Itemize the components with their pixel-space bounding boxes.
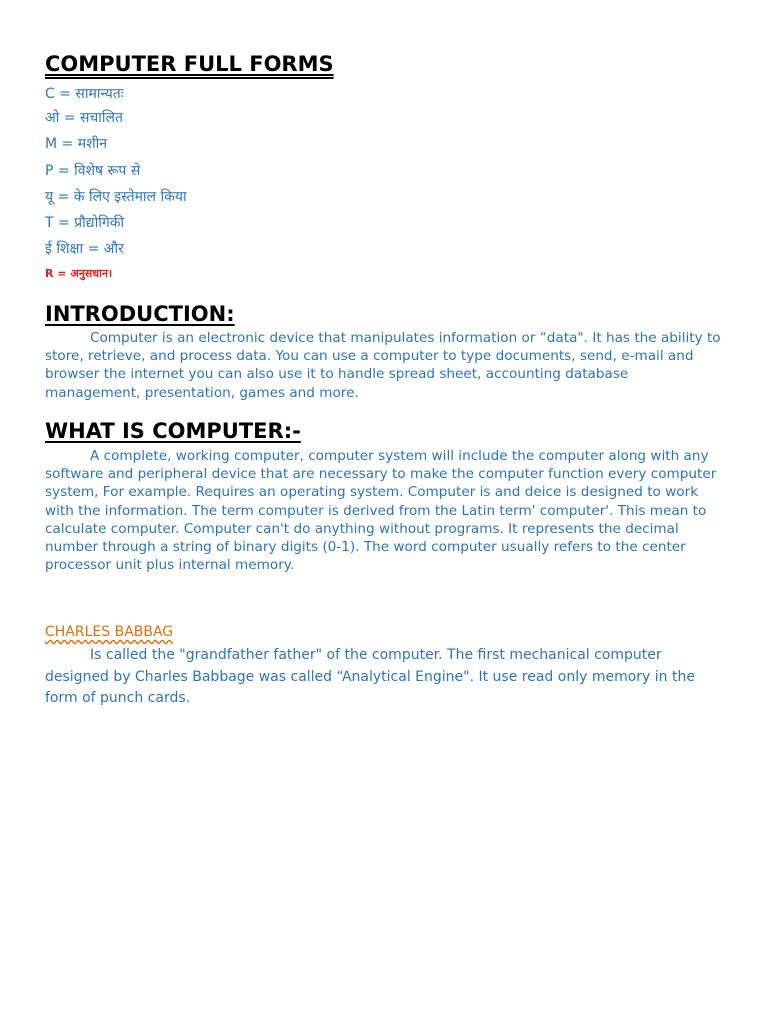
what-is-computer-paragraph: A complete, working computer, computer system will include the computer along with any software and peripheral device that are necessary to make the computer function every computer system, For example. Requires an operating system. Computer is and deice is designed to work with the information. The term computer is derived from the Latin term' computer'. This mean to calculate computer. Computer can't do anything without programs. It represents the decimal number through a string of binary digits (0-1). The word computer usually refers to the center processor unit plus internal memory.: [45, 448, 717, 574]
full-forms-heading: COMPUTER FULL FORMS: [45, 52, 334, 76]
full-form-line-highlight: R = अनुसधान।: [45, 267, 113, 280]
introduction-heading: INTRODUCTION:: [45, 302, 235, 326]
full-form-line: ओ = सचालित: [45, 110, 124, 126]
full-form-line: यू = के लिए इस्तेमाल किया: [45, 189, 187, 205]
full-form-line: P = विशेष रूप से: [45, 163, 141, 179]
what-is-computer-heading: WHAT IS COMPUTER:-: [45, 419, 301, 443]
full-form-line: C = सामान्यतः: [45, 86, 124, 102]
full-form-line: ई शिक्षा = और: [45, 241, 124, 257]
charles-babbage-subheading: CHARLES BABBAG: [45, 624, 174, 640]
full-form-line: M = मशीन: [45, 136, 107, 152]
charles-babbage-paragraph: Is called the "grandfather father" of the computer. The first mechanical computer designed by Charles Babbage was called “Analytical Engine". It use read only memory in the form of punch cards.: [45, 647, 695, 706]
introduction-paragraph: Computer is an electronic device that manipulates information or “data". It has the ability to store, retrieve, and process data. You can use a computer to type documents, send, e-mail and browser the internet you can also use it to handle spread sheet, accounting database management, presentation, games and more.: [45, 330, 721, 401]
full-form-line: T = प्रौद्योगिकी: [45, 215, 125, 231]
